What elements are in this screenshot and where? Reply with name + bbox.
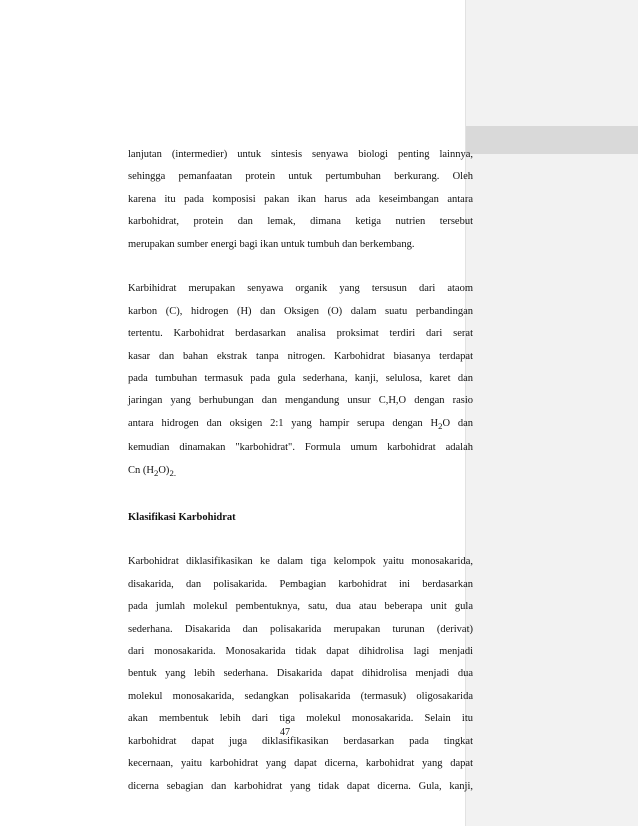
text-line: pada jumlah molekul pembentuknya, satu, dua atau beberapa unit gula (128, 601, 473, 613)
paragraph-1 (128, 144, 473, 256)
section-heading: Klasifikasi Karbohidrat (128, 511, 236, 523)
text-line: bentuk yang lebih sederhana. Disakarida dapat dihidrolisa menjadi dua (128, 668, 473, 680)
text-line: sederhana. Disakarida dan polisakarida merupakan turunan (derivat) (128, 623, 473, 635)
text-line: sehingga pemanfaatan protein untuk pertumbuhan berkurang. Oleh (128, 171, 473, 183)
text-segment: Cn (H (128, 464, 154, 476)
text-line: kemudian dinamakan "karbohidrat". Formula umum karbohidrat adalah (128, 442, 473, 454)
text-line: karbohidrat dapat juga diklasifikasikan berdasarkan pada tingkat (128, 735, 473, 747)
text-line: karena itu pada komposisi pakan ikan harus ada keseimbangan antara (128, 193, 473, 205)
text-line: akan membentuk lebih dari tiga molekul monosakarida. Selain itu (128, 713, 473, 725)
subscript: 2 (438, 420, 443, 431)
text-line (128, 460, 473, 485)
text-line: dicerna sebagian dan karbohidrat yang tidak dapat dicerna. Gula, kanji, (128, 780, 473, 792)
paragraph-2 (128, 278, 473, 484)
text-line: karbohidrat, protein dan lemak, dimana ketiga nutrien tersebut (128, 216, 473, 228)
text-line (128, 413, 473, 438)
text-line: lanjutan (intermedier) untuk sintesis senyawa biologi penting lainnya, (128, 149, 473, 160)
text-line: disakarida, dan polisakarida. Pembagian karbohidrat ini berdasarkan (128, 578, 473, 590)
text-line: molekul monosakarida, sedangkan polisakarida (termasuk) oligosakarida (128, 690, 473, 702)
subscript: 2 (153, 467, 159, 478)
page-number: 47 (280, 727, 290, 738)
text-line: tertentu. Karbohidrat berdasarkan analisa proksimat terdiri dari serat (128, 328, 473, 340)
text-segment: antara hidrogen dan oksigen 2:1 yang hampir serupa dengan H (128, 417, 439, 429)
text-line: kasar dan bahan ekstrak tanpa nitrogen. Karbohidrat biasanya terdapat (128, 350, 473, 362)
text-line: Karbohidrat diklasifikasikan ke dalam tiga kelompok yaitu monosakarida, (128, 556, 473, 568)
text-line: jaringan yang berhubungan dan mengandung unsur C,H,O dengan rasio (128, 395, 473, 407)
text-segment: O) (158, 464, 170, 476)
subscript: 2. (169, 467, 176, 478)
text-line: karbon (C), hidrogen (H) dan Oksigen (O) dalam suatu perbandingan (128, 305, 473, 317)
paragraph-3 (128, 551, 473, 797)
text-line: merupakan sumber energi bagi ikan untuk tumbuh dan berkembang. (128, 238, 415, 250)
text-line: kecernaan, yaitu karbohidrat yang dapat dicerna, karbohidrat yang dapat (128, 758, 473, 770)
comment-balloon-header (466, 126, 638, 154)
text-line: Karbihidrat merupakan senyawa organik yang tersusun dari ataom (128, 283, 473, 295)
text-line: pada tumbuhan termasuk pada gula sederhana, kanji, selulosa, karet dan (128, 373, 473, 385)
comment-sidebar (465, 0, 638, 826)
page-body (128, 144, 473, 798)
text-segment: O dan (442, 417, 474, 429)
text-line: dari monosakarida. Monosakarida tidak dapat dihidrolisa lagi menjadi (128, 646, 473, 658)
